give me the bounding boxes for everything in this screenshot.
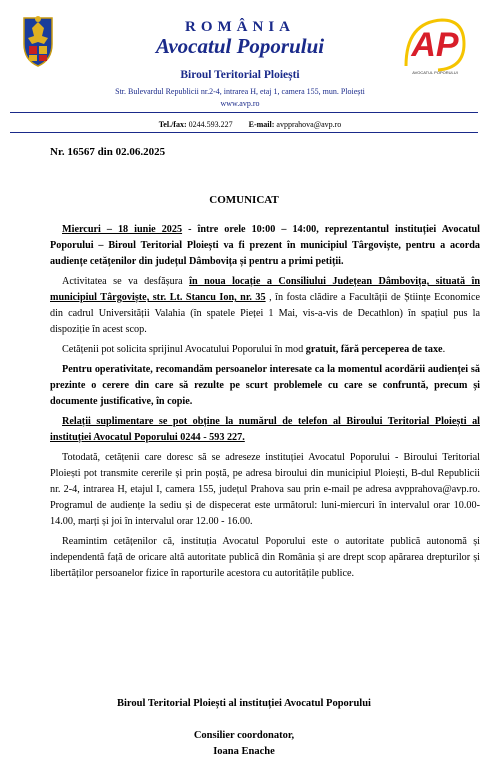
p1-rest: - între orele 10:00 – 14:00, reprezentantul instituției Avocatul Poporului – Biroul Teritorial Ploiești va fi prezent în municipiul Târgoviște, pentru a acorda audiențe cetățenilor din județul Dâmbovița și pentru a primi petiții. [50, 224, 480, 267]
header-website[interactable]: www.avp.ro [220, 99, 260, 108]
p2-c: , în fosta clădire a Facultății de Științe Economice din cadrul Universității Valahia (în spatele Pieței 1 Mai, vis-a-vis de Decathlon) în spațiul pus la dispoziție în acest scop. [50, 292, 480, 335]
signature-role: Consilier coordonator, [193, 730, 295, 741]
header-country: ROMÂNIA [185, 19, 295, 35]
paragraph-2 [50, 274, 480, 338]
signature-name: Ioana Enache [213, 746, 275, 757]
p6-text: Totodată, cetățenii care doresc să se adreseze instituției Avocatul Poporului - Biroului Teritorial Ploiești pot transmite cererile și prin poștă, pe adresa biroului din municipiul Ploiești, B-dul Republicii nr. 2-4, intrarea H, etajul I, camera 155, județul Prahova sau prin e-mail pe adresa avpprahova@avp.ro. Programul de audiențe la sediu și de dispecerat este următorul: luni-miercuri în intervalul orar 10.00-14.00, marți și joi în intervalul orar 12.00 - 16.00. [50, 452, 480, 527]
header-institution: Avocatul Poporului [155, 34, 325, 58]
paragraph-3 [50, 342, 480, 358]
header-address: Str. Bulevardul Republicii nr.2-4, intrarea H, etaj 1, camera 155, mun. Ploiești [115, 87, 365, 96]
p7-text: Reamintim cetățenilor că, instituția Avocatul Poporului este o autoritate publică autonomă și independentă față de oricare altă autoritate publică din România și are drept scop apărarea drepturilor și libertăților persoanelor fizice în raporturile acestora cu autoritățile publice. [50, 536, 480, 579]
p3-a: Cetățenii pot solicita sprijinul Avocatului Poporului în mod [62, 344, 306, 355]
signature-office: Biroul Teritorial Ploiești al instituției Avocatul Poporului [117, 698, 371, 709]
header-branch: Biroul Teritorial Ploiești [180, 69, 300, 81]
p4-text: Pentru operativitate, recomandăm persoanelor interesate ca la momentul acordării audienței să prezinte o cerere din care să rezulte pe scurt problemele cu care se confruntă, precum și documente justificative, în copie. [50, 364, 480, 407]
header-divider-top [10, 112, 478, 113]
header-divider-bottom [10, 132, 478, 133]
document-title: COMUNICAT [209, 194, 279, 206]
p2-a: Activitatea se va desfășura [62, 276, 190, 287]
p3-free: gratuit, fără perceperea de taxe [305, 344, 443, 355]
paragraph-4 [50, 362, 480, 410]
coat-of-arms-icon [18, 14, 58, 68]
document-body [50, 222, 480, 586]
logo-caption: AVOCATUL POPORULUI [412, 70, 458, 75]
document-number: Nr. 16567 din 02.06.2025 [50, 146, 166, 158]
phone-number: 0244.593.227 [188, 120, 233, 129]
paragraph-6 [50, 450, 480, 530]
p1-date: Miercuri – 18 iunie 2025 [62, 224, 183, 235]
paragraph-5 [50, 414, 480, 446]
email-address[interactable]: avpprahova@avp.ro [276, 120, 342, 129]
email-label: E-mail: [248, 120, 275, 129]
header-contact [70, 120, 430, 129]
phone-label: Tel./fax: [158, 120, 187, 129]
logo-letters: AP [411, 26, 459, 64]
p5-text: Relații suplimentare se pot obține la numărul de telefon al Biroului Teritorial Ploiești al instituției Avocatul Poporului 0244 - 593 227. [50, 416, 480, 443]
paragraph-1 [50, 222, 480, 270]
paragraph-7 [50, 534, 480, 582]
p2-location: în noua locație a Consiliului Județean Dâmbovița, situată în municipiul Târgoviște, str. Lt. Stancu Ion, nr. 35 [50, 276, 480, 303]
p3-c: . [442, 344, 446, 355]
